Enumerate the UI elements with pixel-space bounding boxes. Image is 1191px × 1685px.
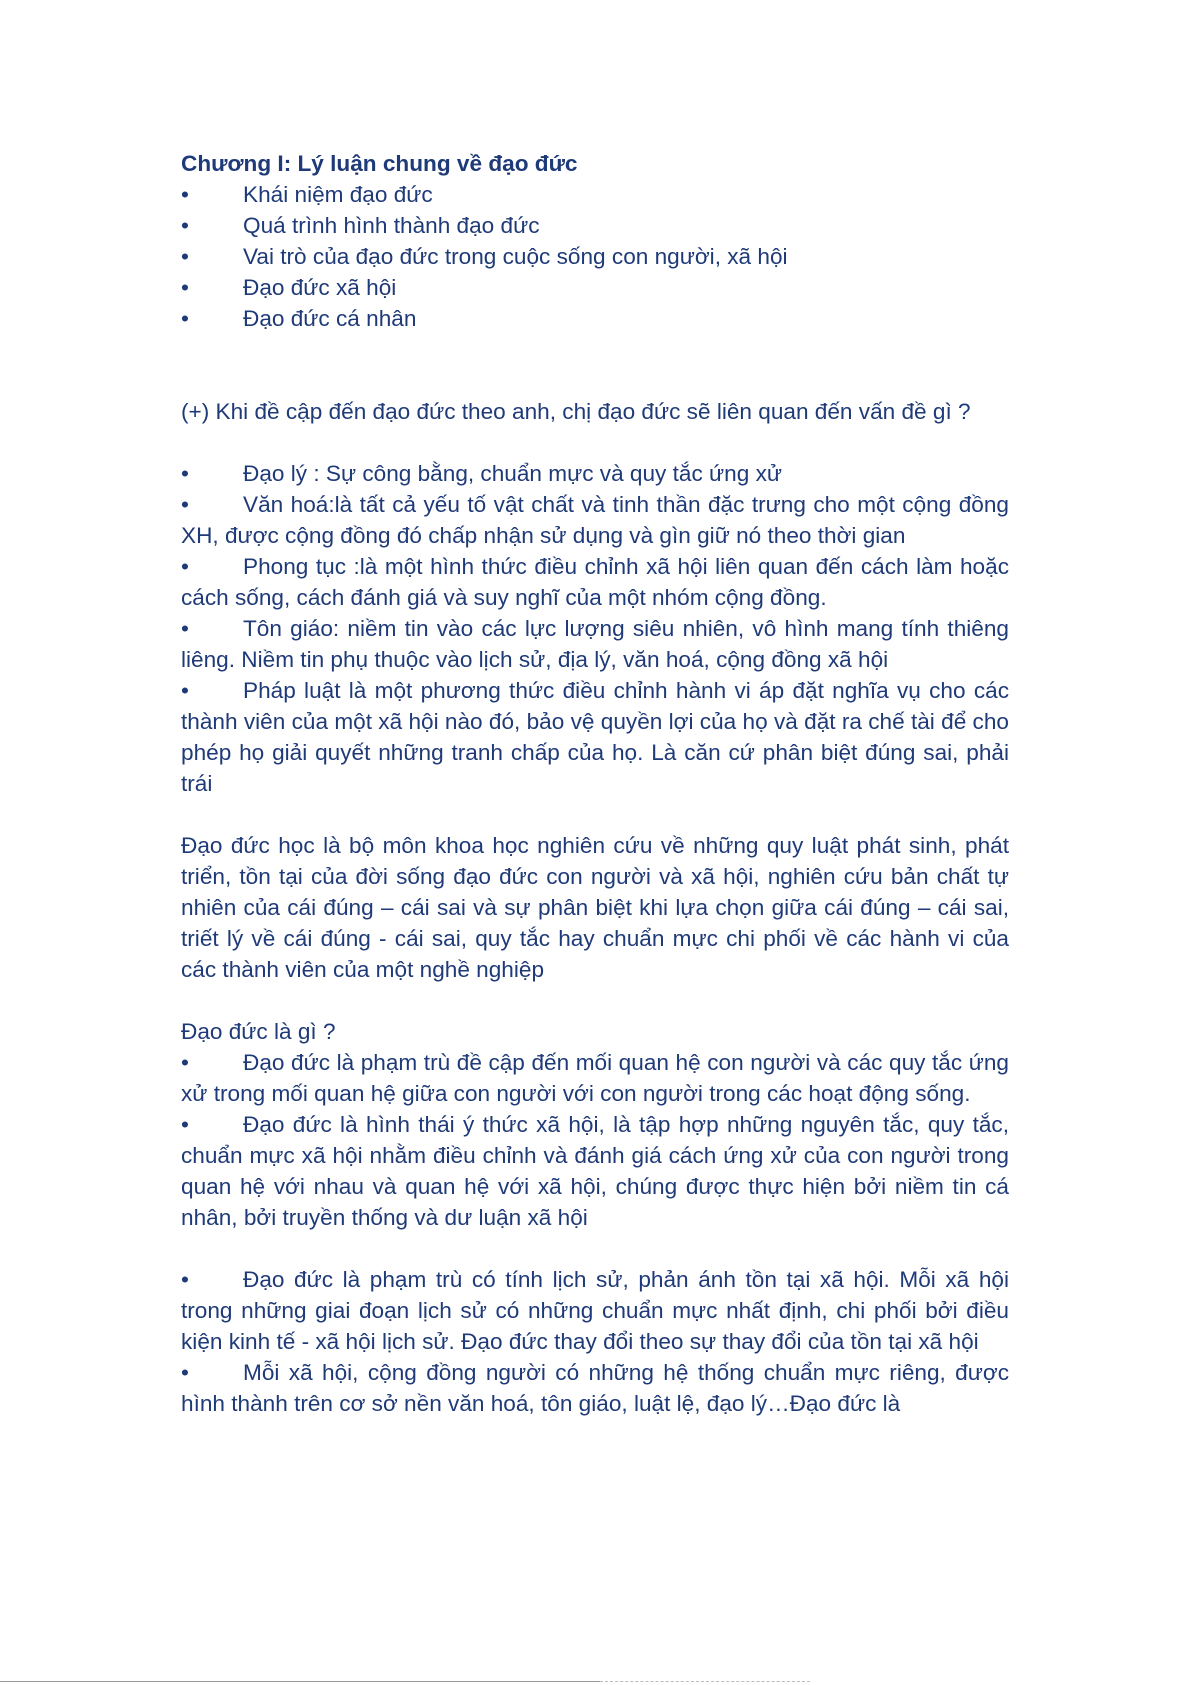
concept-text: Tôn giáo: niềm tin vào các lực lượng siêu nhiên, vô hình mang tính thiêng liêng. Niềm tin phụ thuộc vào lịch sử, địa lý, văn hoá, cộng đồng xã hội: [181, 616, 1009, 672]
bullet-icon: •: [181, 244, 189, 269]
concept-item: [181, 458, 1009, 489]
bullet-icon: •: [181, 616, 189, 641]
bullet-icon: •: [181, 182, 189, 207]
concept-item: [181, 489, 1009, 551]
bullet-icon: •: [181, 1050, 189, 1075]
definition-text: Đạo đức là phạm trù đề cập đến mối quan hệ con người và các quy tắc ứng xử trong mối quan hệ giữa con người với con người trong các hoạt động sống.: [181, 1050, 1009, 1106]
question-paragraph: (+) Khi đề cập đến đạo đức theo anh, chị đạo đức sẽ liên quan đến vấn đề gì ?: [181, 399, 971, 424]
document-page: [181, 148, 1009, 1419]
bullet-icon: •: [181, 461, 189, 486]
concept-item: [181, 613, 1009, 675]
definition-text: Đạo đức là phạm trù có tính lịch sử, phản ánh tồn tại xã hội. Mỗi xã hội trong những giai đoạn lịch sử có những chuẩn mực nhất định, chi phối bởi điều kiện kinh tế - xã hội lịch sử. Đạo đức thay đổi theo sự thay đổi của tồn tại xã hội: [181, 1267, 1009, 1354]
bullet-icon: •: [181, 213, 189, 238]
toc-item: [181, 210, 1009, 241]
bullet-icon: •: [181, 492, 189, 517]
definition-item: [181, 1357, 1009, 1419]
toc-item: [181, 272, 1009, 303]
toc-item-text: Quá trình hình thành đạo đức: [243, 213, 540, 238]
spacer: [181, 985, 1009, 1016]
definition-item: [181, 1109, 1009, 1233]
definition-text: Mỗi xã hội, cộng đồng người có những hệ thống chuẩn mực riêng, được hình thành trên cơ sở nền văn hoá, tôn giáo, luật lệ, đạo lý…Đạo đức là: [181, 1360, 1009, 1416]
concept-text: Đạo lý : Sự công bằng, chuẩn mực và quy tắc ứng xử: [243, 461, 783, 486]
footer-rule: [0, 1681, 600, 1682]
concepts-list: [181, 458, 1009, 799]
spacer: [181, 799, 1009, 830]
bullet-icon: •: [181, 306, 189, 331]
chapter-title: Chương I: Lý luận chung về đạo đức: [181, 151, 578, 176]
definition-item: [181, 1047, 1009, 1109]
concept-text: Phong tục :là một hình thức điều chỉnh xã hội liên quan đến cách làm hoặc cách sống, cách đánh giá và suy nghĩ của một nhóm cộng đồng.: [181, 554, 1009, 610]
spacer: [181, 334, 1009, 396]
concept-text: Pháp luật là một phương thức điều chỉnh hành vi áp đặt nghĩa vụ cho các thành viên của một xã hội nào đó, bảo vệ quyền lợi của họ và đặt ra chế tài để cho phép họ giải quyết những tranh chấp của họ. Là căn cứ phân biệt đúng sai, phải trái: [181, 678, 1009, 796]
bullet-icon: •: [181, 275, 189, 300]
definitions-list: [181, 1264, 1009, 1419]
bullet-icon: •: [181, 554, 189, 579]
definitions-list: [181, 1047, 1009, 1233]
concept-item: [181, 551, 1009, 613]
spacer: [181, 427, 1009, 458]
toc-item: [181, 303, 1009, 334]
bullet-icon: •: [181, 678, 189, 703]
toc-item: [181, 179, 1009, 210]
toc-item-text: Đạo đức cá nhân: [243, 306, 417, 331]
concept-item: [181, 675, 1009, 799]
question-heading: Đạo đức là gì ?: [181, 1019, 336, 1044]
footer-rule: [600, 1681, 810, 1682]
toc-item: [181, 241, 1009, 272]
toc-item-text: Khái niệm đạo đức: [243, 182, 433, 207]
ethics-study-paragraph: Đạo đức học là bộ môn khoa học nghiên cứu về những quy luật phát sinh, phát triển, tồn tại của đời sống đạo đức con người và xã hội, nghiên cứu bản chất tự nhiên của cái đúng – cái sai và sự phân biệt khi lựa chọn giữa cái đúng – cái sai, triết lý về cái đúng - cái sai, quy tắc hay chuẩn mực chi phối về các hành vi của các thành viên của một nghề nghiệp: [181, 833, 1009, 982]
toc-list: [181, 179, 1009, 334]
definition-text: Đạo đức là hình thái ý thức xã hội, là tập hợp những nguyên tắc, quy tắc, chuẩn mực xã hội nhằm điều chỉnh và đánh giá cách ứng xử của con người trong quan hệ với nhau và quan hệ với xã hội, chúng được thực hiện bởi niềm tin cá nhân, bởi truyền thống và dư luận xã hội: [181, 1112, 1009, 1230]
toc-item-text: Vai trò của đạo đức trong cuộc sống con người, xã hội: [243, 244, 788, 269]
toc-item-text: Đạo đức xã hội: [243, 275, 397, 300]
bullet-icon: •: [181, 1112, 189, 1137]
spacer: [181, 1233, 1009, 1264]
bullet-icon: •: [181, 1360, 189, 1385]
definition-item: [181, 1264, 1009, 1357]
concept-text: Văn hoá:là tất cả yếu tố vật chất và tinh thần đặc trưng cho một cộng đồng XH, được cộng đồng đó chấp nhận sử dụng và gìn giữ nó theo thời gian: [181, 492, 1009, 548]
bullet-icon: •: [181, 1267, 189, 1292]
